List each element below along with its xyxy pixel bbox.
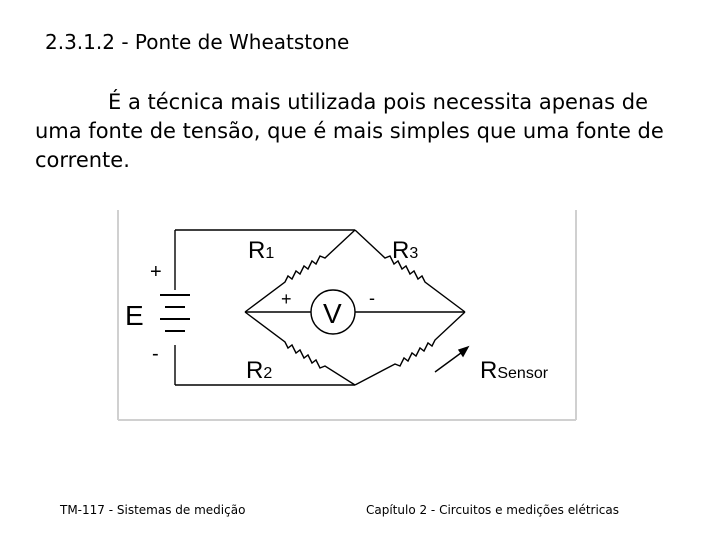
r1-label: R1 <box>248 237 275 264</box>
paragraph-line-1: É a técnica mais utilizada pois necessita apenas de <box>108 90 648 114</box>
meter-label: V <box>323 298 342 329</box>
footer-chapter: Capítulo 2 - Circuitos e medições elétricas <box>366 503 619 517</box>
rsensor-label: RSensor <box>480 357 549 384</box>
footer-course: TM-117 - Sistemas de medição <box>60 503 246 517</box>
source-minus-label: - <box>152 343 159 365</box>
source-plus-label: + <box>150 261 162 283</box>
body-paragraph <box>35 88 675 175</box>
resistor-rsensor <box>355 312 465 385</box>
source-label: E <box>125 300 144 331</box>
meter-plus-label: + <box>281 289 292 309</box>
battery-symbol <box>160 295 190 331</box>
paragraph-line-2: uma fonte de tensão, que é mais simples que uma fonte de <box>35 119 664 143</box>
r2-label: R2 <box>246 357 273 384</box>
section-title: 2.3.1.2 - Ponte de Wheatstone <box>45 30 350 54</box>
paragraph-line-3: corrente. <box>35 148 130 172</box>
sensor-arrow-head <box>459 347 468 356</box>
wheatstone-bridge-diagram <box>110 200 590 430</box>
r3-label: R3 <box>392 237 419 264</box>
meter-minus-label: - <box>369 288 375 308</box>
